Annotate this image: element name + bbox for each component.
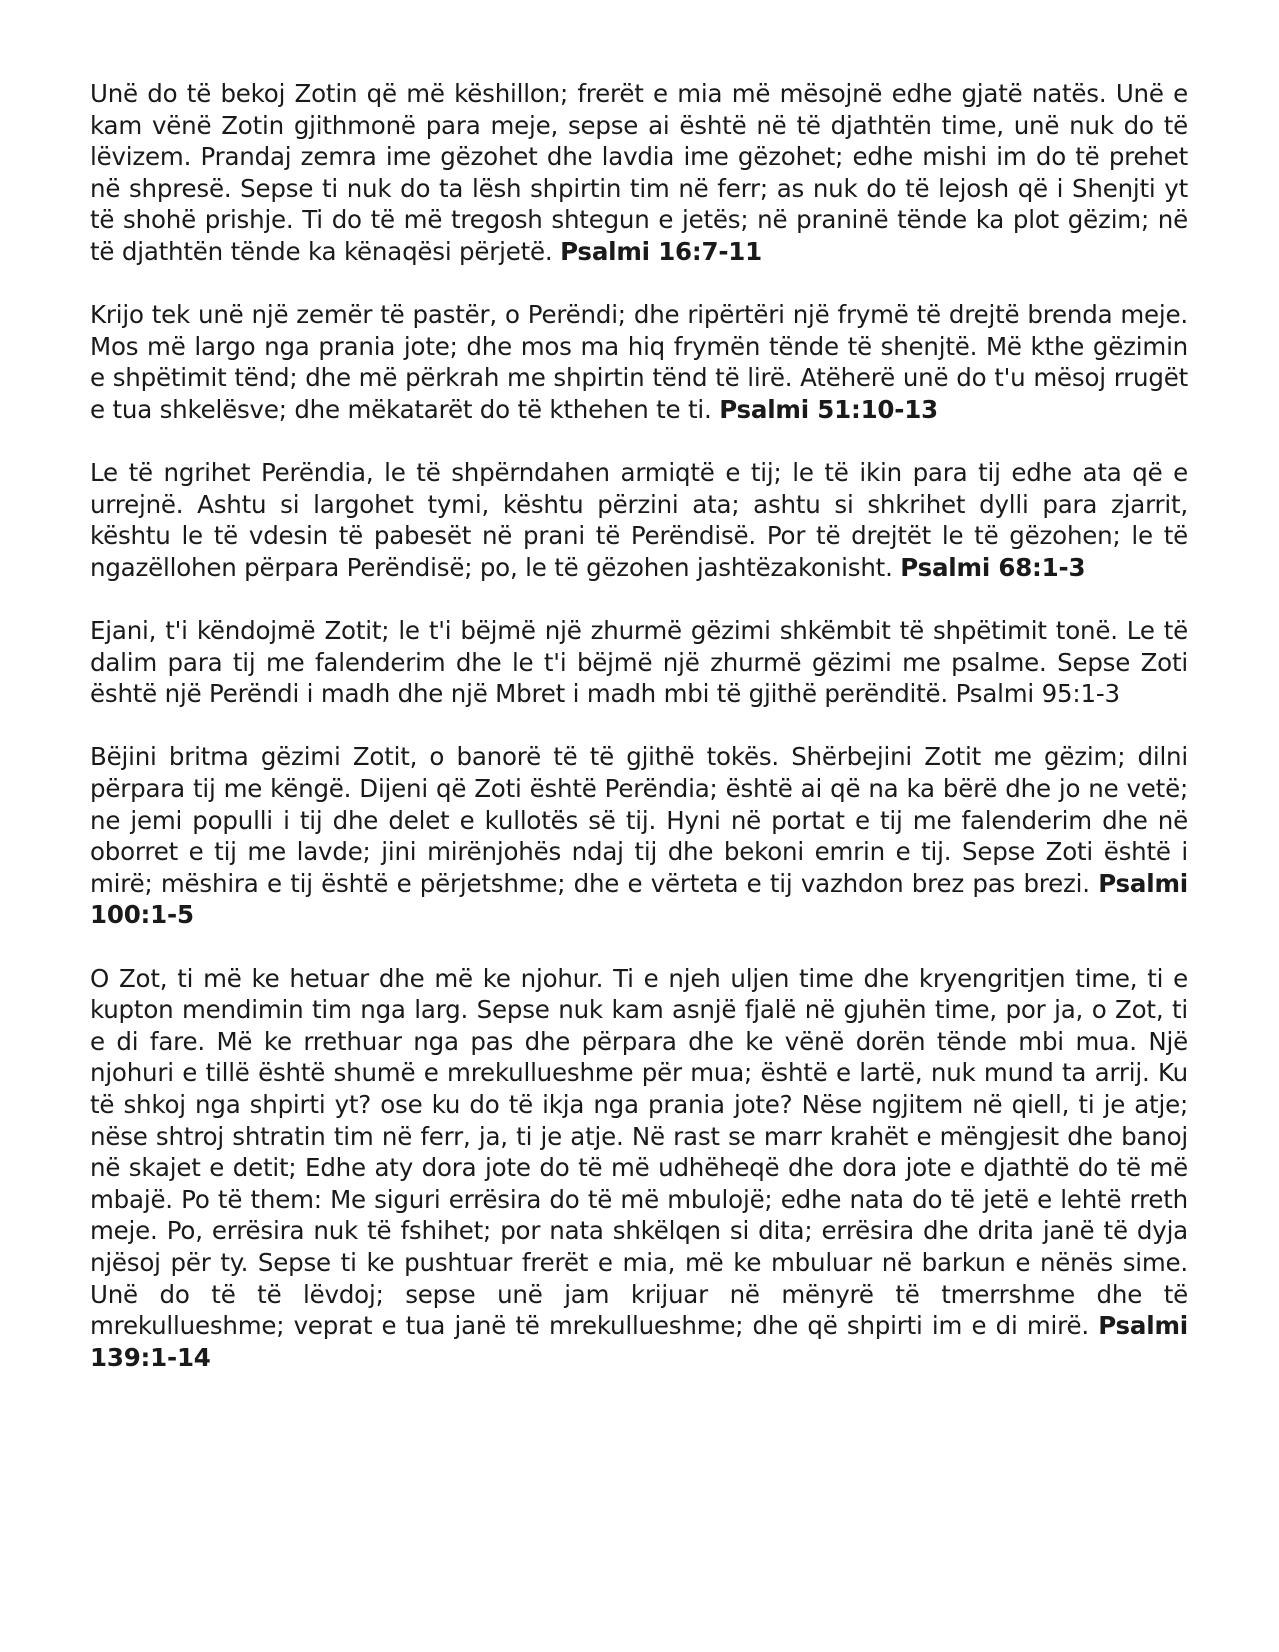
passage-psalm-95 [90,615,1188,710]
passage-psalm-139 [90,963,1188,1374]
scripture-reference: Psalmi 68:1-3 [900,552,1086,582]
passage-text: O Zot, ti më ke hetuar dhe më ke njohur. Ti e njeh uljen time dhe kryengritjen time, ti e kupton mendimin tim nga larg. Sepse nuk kam asnjë fjalë në gjuhën time, por ja, o Zot, ti e di fare. Më ke rrethuar nga pas dhe përpara dhe ke vënë dorën tënde mbi mua. Një njohuri e tillë është shumë e mrekullueshme për mua; është e lartë, nuk mund ta arrij. Ku të shkoj nga shpirti yt? ose ku do të ikja nga prania jote? Nëse ngjitem në qiell, ti je atje; nëse shtroj shtratin tim në ferr, ja, ti je atje. Në rast se marr krahët e mëngjesit dhe banoj në skajet e detit; Edhe aty dora jote do të më udhëheqë dhe dora jote e djathtë do të më mbajë. Po të them: Me siguri errësira do të më mbulojë; edhe nata do të jetë e lehtë rreth meje. Po, errësira nuk të fshihet; por nata shkëlqen si dita; errësira dhe drita janë të dyja njësoj për ty. Sepse ti ke pushtuar frerët e mia, më ke mbuluar në barkun e nënës sime. Unë do të të lëvdoj; sepse unë jam krijuar në mënyrë të tmerrshme dhe të mrekullueshme; veprat e tua janë të mrekullueshme; dhe që shpirti im e di mirë. [90,963,1188,1341]
passage-text: Ejani, t'i këndojmë Zotit; le t'i bëjmë një zhurmë gëzimi shkëmbit të shpëtimit tonë. Le të dalim para tij me falenderim dhe le t'i bëjmë një zhurmë gëzimi me psalme. Sepse Zoti është një Perëndi i madh dhe një Mbret i madh mbi të gjithë perënditë. [90,616,1188,709]
scripture-reference: Psalmi 16:7-11 [560,236,763,266]
scripture-reference: Psalmi 100:1-5 [90,868,1188,930]
scripture-reference: Psalmi 51:10-13 [719,394,938,424]
passage-text: Krijo tek unë një zemër të pastër, o Perëndi; dhe ripërtëri një frymë të drejtë brenda meje. Mos më largo nga prania jote; dhe mos ma hiq frymën tënde të shenjtë. Më kthe gëzimin e shpëtimit tënd; dhe më përkrah me shpirtin tënd të lirë. Atëherë unë do t'u mësoj rrugët e tua shkelësve; dhe mëkatarët do të kthehen te ti. [90,300,1188,424]
passage-psalm-100 [90,741,1188,931]
passage-psalm-51 [90,299,1188,425]
scripture-reference: Psalmi 139:1-14 [90,1311,1188,1372]
passage-psalm-68 [90,457,1188,583]
scripture-reference: Psalmi 95:1-3 [955,679,1120,709]
passage-text: Le të ngrihet Perëndia, le të shpërndahen armiqtë e tij; le të ikin para tij edhe ata që e urrejnë. Ashtu si largohet tymi, kështu përzini ata; ashtu si shkrihet dylli para zjarrit, kështu le të vdesin të pabesët në prani të Perëndisë. Por të drejtët le të gëzohen; le të ngazëllohen përpara Perëndisë; po, le të gëzohen jashtëzakonisht. [90,458,1188,582]
document-body [90,78,1188,1405]
passage-text: Unë do të bekoj Zotin që më këshillon; frerët e mia më mësojnë edhe gjatë natës. Unë e kam vënë Zotin gjithmonë para meje, sepse ai është në të djathtën time, unë nuk do të lëvizem. Prandaj zemra ime gëzohet dhe lavdia ime gëzohet; edhe mishi im do të prehet në shpresë. Sepse ti nuk do ta lësh shpirtin tim në ferr; as nuk do të lejosh që i Shenjti yt të shohë prishje. Ti do të më tregosh shtegun e jetës; në praninë tënde ka plot gëzim; në të djathtën tënde ka kënaqësi përjetë. [90,79,1188,266]
passage-psalm-16 [90,78,1188,268]
passage-text: Bëjini britma gëzimi Zotit, o banorë të të gjithë tokës. Shërbejini Zotit me gëzim; dilni përpara tij me këngë. Dijeni që Zoti është Perëndia; është ai që na ka bërë dhe jo ne vetë; ne jemi populli i tij dhe delet e kullotës së tij. Hyni në portat e tij me falenderim dhe në oborret e tij me lavde; jini mirënjohës ndaj tij dhe bekoni emrin e tij. Sepse Zoti është i mirë; mëshira e tij është e përjetshme; dhe e vërteta e tij vazhdon brez pas brezi. [90,742,1188,898]
